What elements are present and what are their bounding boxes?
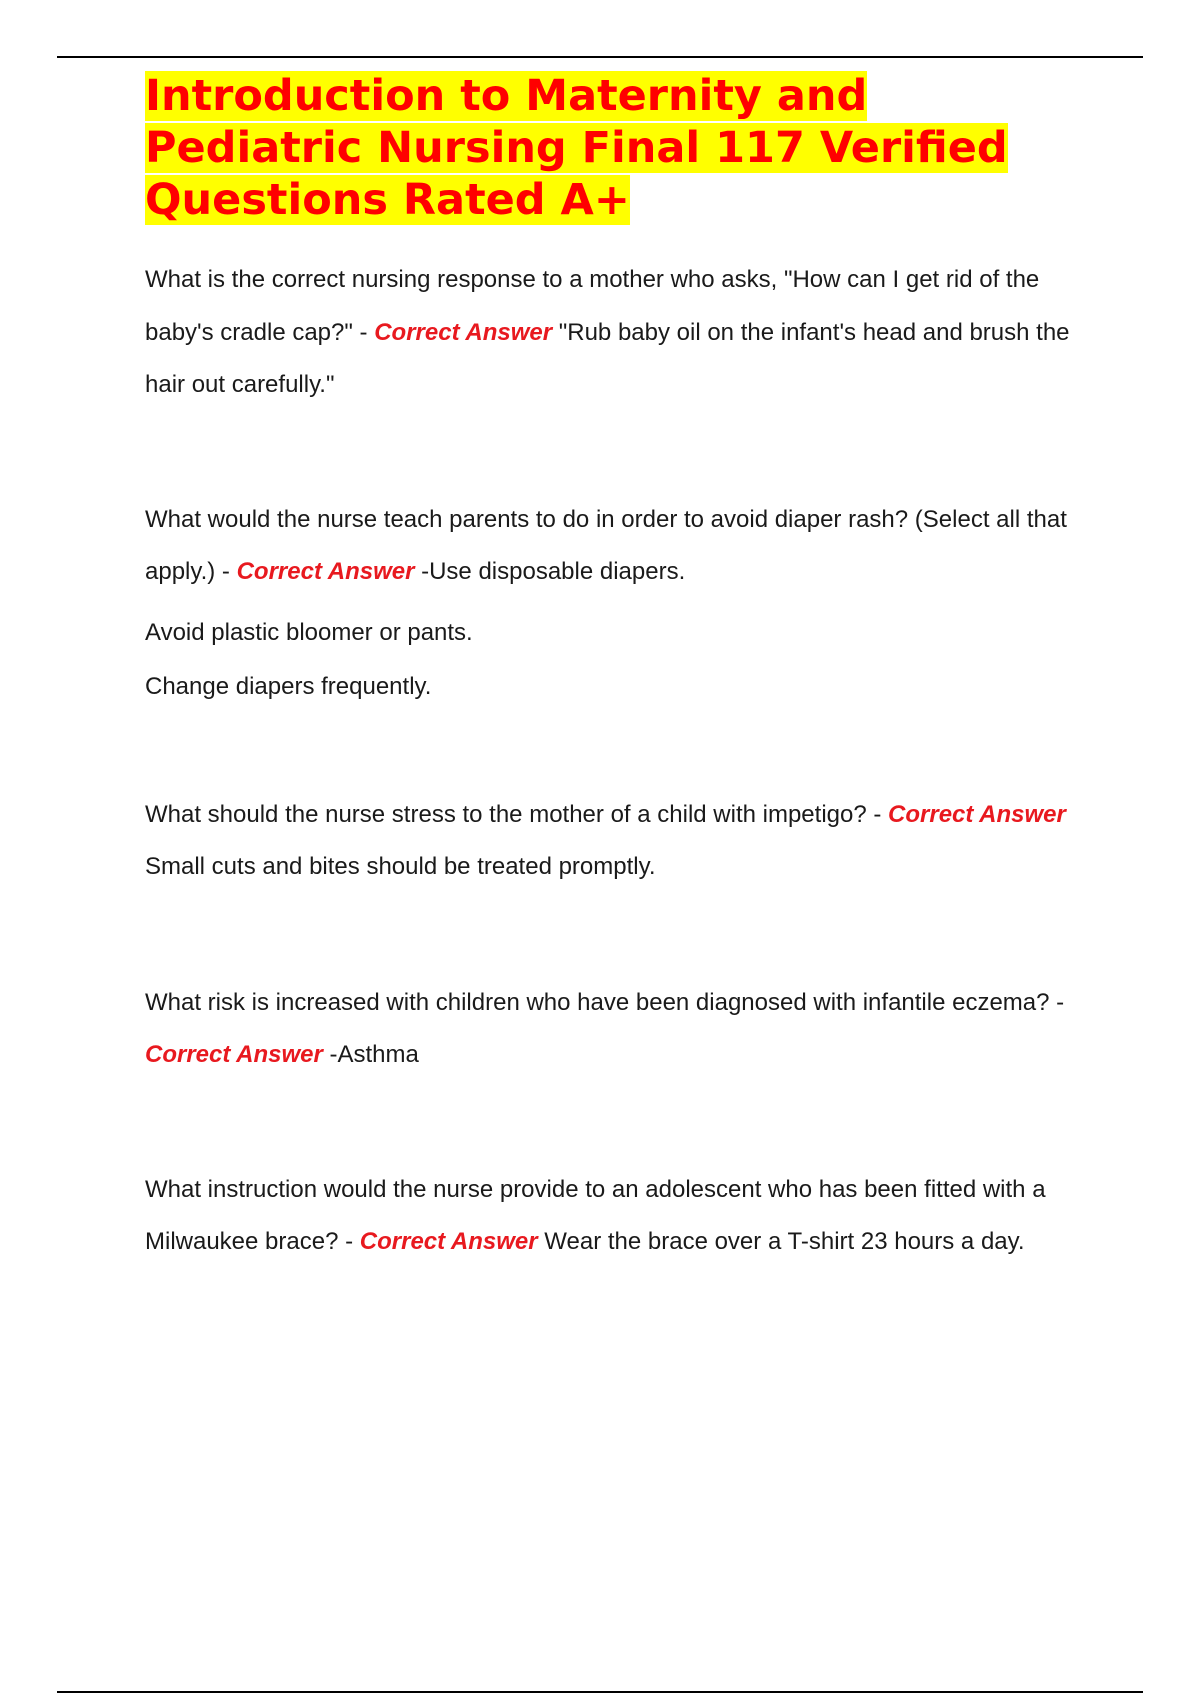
answer-extra-line: Avoid plastic bloomer or pants. [145,618,473,646]
answer-text: "Rub baby oil on the infant's head and brush the hair out carefully." [145,318,1070,398]
title-highlight: Introduction to Maternity and Pediatric Nursing Final 117 Verified Questions Rated A+ [145,71,1008,225]
correct-answer-label: Correct Answer [374,318,553,346]
qa-item-2 [145,494,1085,599]
qa-item-4 [145,977,1085,1082]
answer-text: -Asthma [322,1041,419,1068]
question-text: What risk is increased with children who have been diagnosed with infantile eczema? - [145,988,1065,1016]
bottom-rule [57,1691,1143,1693]
document-title [145,70,1085,226]
answer-extra-line: Change diapers frequently. [145,672,432,700]
qa-item-1 [145,254,1085,412]
document-body [145,70,1085,1269]
correct-answer-label: Correct Answer [236,558,415,585]
question-text: What would the nurse teach parents to do in order to avoid diaper rash? (Select all that apply.) - [145,505,1067,585]
question-text: What should the nurse stress to the mother of a child with impetigo? - [145,800,889,828]
answer-text: Small cuts and bites should be treated promptly. [145,853,656,880]
qa-item-5 [145,1164,1085,1269]
correct-answer-label: Correct Answer [145,1041,323,1068]
top-rule [57,56,1143,58]
question-text: What is the correct nursing response to a mother who asks, "How can I get rid of the baby's cradle cap?" - [145,266,1040,346]
answer-text: Wear the brace over a T-shirt 23 hours a day. [537,1228,1025,1255]
correct-answer-label: Correct Answer [359,1228,538,1255]
correct-answer-label: Correct Answer [888,800,1066,828]
question-text: What instruction would the nurse provide to an adolescent who has been fitted with a Milwaukee brace? - [145,1175,1046,1255]
answer-text: -Use disposable diapers. [414,558,686,585]
qa-item-3 [145,789,1085,894]
